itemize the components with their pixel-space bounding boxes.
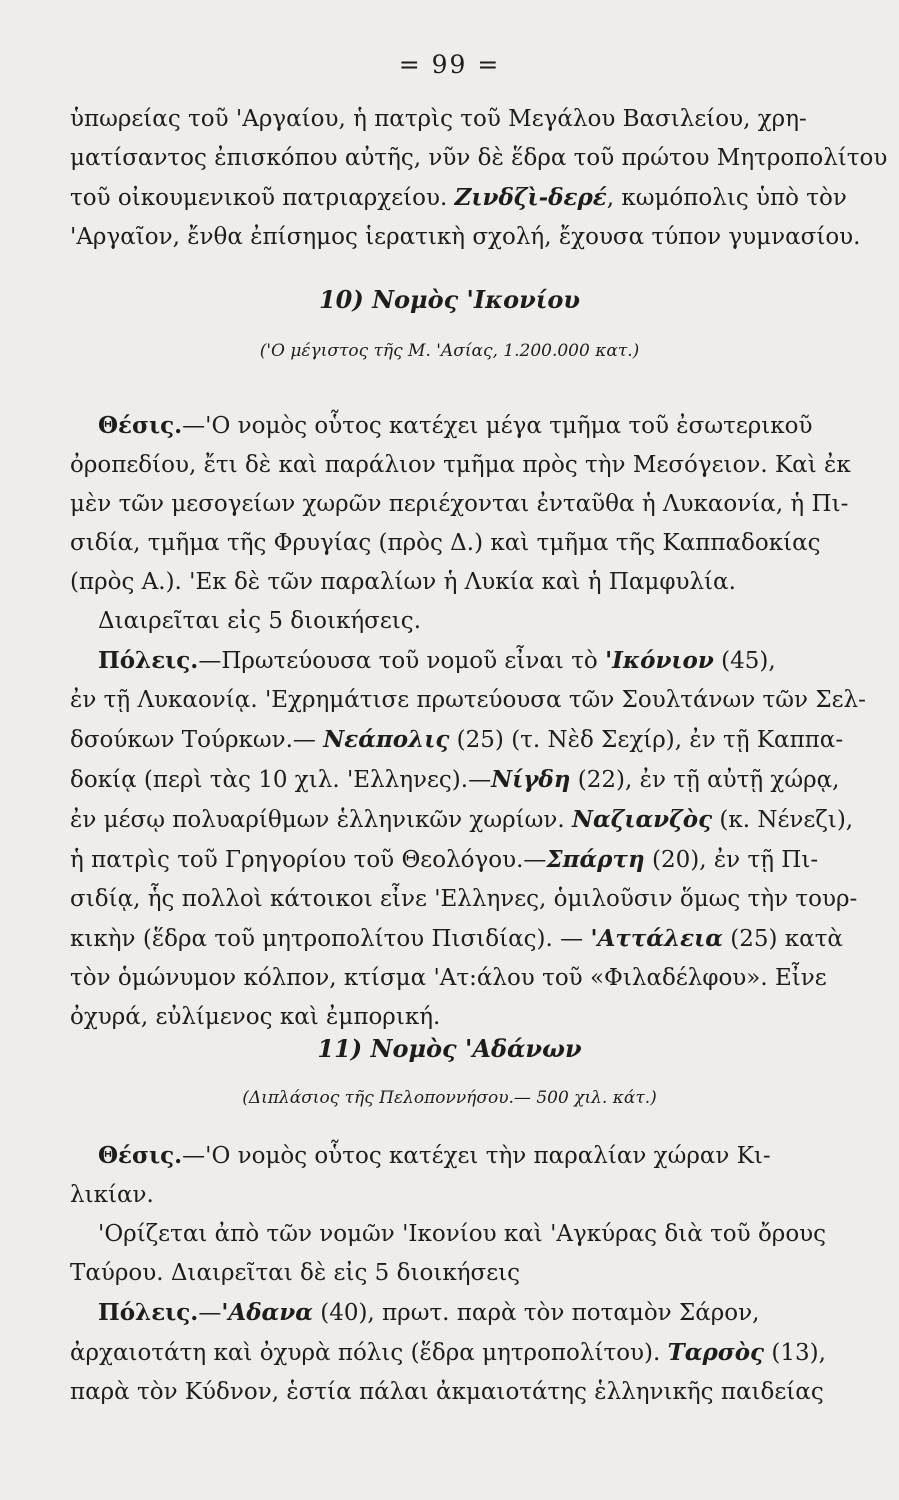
text-line: δοκίᾳ (περὶ τὰς 10 χιλ. 'Ελληνες).—Νίγδη (22), ἐν τῇ αὐτῇ χώρᾳ, <box>70 766 840 793</box>
text-line: ἀρχαιοτάτη καὶ ὀχυρὰ πόλις (ἕδρα μητροπολίτου). Ταρσὸς (13), <box>70 1339 826 1366</box>
section-11-subheading: (Διπλάσιος τῆς Πελοποννήσου.— 500 χιλ. κάτ.) <box>242 1088 657 1108</box>
text-line: Θέσις.—'Ο νομὸς οὗτος κατέχει τὴν παραλίαν χώραν Κι- <box>98 1142 771 1169</box>
place-name: Νεάπολις <box>323 726 450 753</box>
text-line: λικίαν. <box>70 1182 154 1208</box>
theseis-label: Θέσις. <box>98 1142 183 1169</box>
poleis-label: Πόλεις. <box>98 1299 199 1326</box>
text-line: κικὴν (ἕδρα τοῦ μητροπολίτου Πισιδίας). — 'Αττάλεια (25) κατὰ <box>70 925 843 952</box>
text-line: σιδίᾳ, ἧς πολλοὶ κάτοικοι εἶνε 'Ελληνες, ὁμιλοῦσιν ὅμως τὴν τουρ- <box>70 886 858 912</box>
text-line: 'Αργαῖον, ἔνθα ἐπίσημος ἱερατικὴ σχολή, ἔχουσα τύπον γυμνασίου. <box>70 224 861 250</box>
text-line: Ταύρου. Διαιρεῖται δὲ εἰς 5 διοικήσεις <box>70 1260 521 1286</box>
text-line: ἐν μέσῳ πολυαρίθμων ἑλληνικῶν χωρίων. Ναζιανζὸς (κ. Νένεζι), <box>70 806 854 833</box>
place-name: 'Αδανα <box>221 1299 313 1326</box>
page-number: = 99 = <box>398 50 501 79</box>
place-name: Ζινδζὶ-δερέ <box>454 184 607 211</box>
text-line: δσούκων Τούρκων.— Νεάπολις (25) (τ. Νὲδ Σεχίρ), ἐν τῇ Καππα- <box>70 726 844 753</box>
place-name: Νίγδη <box>491 766 571 793</box>
text-line: 'Ορίζεται ἀπὸ τῶν νομῶν 'Ικονίου καὶ 'Αγκύρας διὰ τοῦ ὄρους <box>98 1221 827 1247</box>
section-10-subheading: ('Ο μέγιστος τῆς Μ. 'Ασίας, 1.200.000 κατ.) <box>259 341 640 361</box>
section-10-heading: 10) Νομὸς 'Ικονίου <box>318 285 581 314</box>
text-line: (πρὸς Α.). 'Εκ δὲ τῶν παραλίων ἡ Λυκία καὶ ἡ Παμφυλία. <box>70 569 736 595</box>
text-line: ἐν τῇ Λυκαονίᾳ. 'Εχρημάτισε πρωτεύουσα τῶν Σουλτάνων τῶν Σελ- <box>70 687 866 713</box>
section-11-body <box>70 1136 860 1412</box>
text-line: τοῦ οἰκουμενικοῦ πατριαρχείου. Ζινδζὶ-δερέ, κωμόπολις ὑπὸ τὸν <box>70 184 847 211</box>
place-name: 'Αττάλεια <box>590 925 723 952</box>
poleis-label: Πόλεις. <box>98 647 199 674</box>
section-11-heading: 11) Νομὸς 'Αδάνων <box>317 1034 582 1063</box>
text-line: ὑπωρείας τοῦ 'Αργαίου, ἡ πατρὶς τοῦ Μεγάλου Βασιλείου, χρη- <box>70 106 807 132</box>
text-line: παρὰ τὸν Κύδνον, ἑστία πάλαι ἀκμαιοτάτης ἑλληνικῆς παιδείας <box>70 1379 824 1405</box>
text-line: Πόλεις.—'Αδανα (40), πρωτ. παρὰ τὸν ποταμὸν Σάρον, <box>98 1299 760 1326</box>
text-line: Θέσις.—'Ο νομὸς οὗτος κατέχει μέγα τμῆμα τοῦ ἐσωτερικοῦ <box>98 412 813 439</box>
text-line: ὀροπεδίου, ἔτι δὲ καὶ παράλιον τμῆμα πρὸς τὴν Μεσόγειον. Καὶ ἐκ <box>70 452 851 478</box>
text-line: ὀχυρά, εὐλίμενος καὶ ἐμπορική. <box>70 1004 441 1030</box>
text-line: τὸν ὁμώνυμον κόλπον, κτίσμα 'Ατ:άλου τοῦ «Φιλαδέλφου». Εἶνε <box>70 965 827 991</box>
place-name: Σπάρτη <box>546 846 645 873</box>
text-line: μὲν τῶν μεσογείων χωρῶν περιέχονται ἐνταῦθα ἡ Λυκαονία, ἡ Πι- <box>70 491 849 517</box>
text-line: Διαιρεῖται εἰς 5 διοικήσεις. <box>98 608 421 634</box>
section-10-body <box>70 406 866 1037</box>
intro-paragraph <box>70 100 888 257</box>
place-name: 'Ικόνιον <box>605 647 714 674</box>
place-name: Ναζιανζὸς <box>572 806 713 833</box>
text-line: ματίσαντος ἐπισκόπου αὐτῆς, νῦν δὲ ἕδρα τοῦ πρώτου Μητροπολίτου <box>70 145 888 171</box>
text-line: Πόλεις.—Πρωτεύουσα τοῦ νομοῦ εἶναι τὸ 'Ικόνιον (45), <box>98 647 776 674</box>
text-line: σιδία, τμῆμα τῆς Φρυγίας (πρὸς Δ.) καὶ τμῆμα τῆς Καππαδοκίας <box>70 530 821 556</box>
text-line: ἡ πατρὶς τοῦ Γρηγορίου τοῦ Θεολόγου.—Σπάρτη (20), ἐν τῇ Πι- <box>70 846 819 873</box>
theseis-label: Θέσις. <box>98 412 183 439</box>
place-name: Ταρσὸς <box>667 1339 765 1366</box>
